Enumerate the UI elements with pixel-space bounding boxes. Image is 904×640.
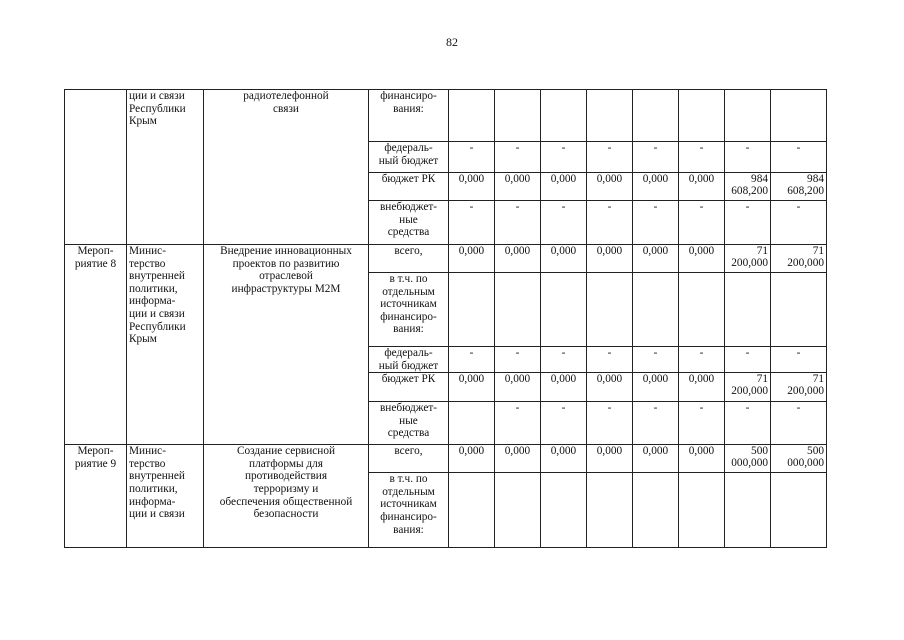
funding-source-label: бюджет РК <box>369 373 449 402</box>
value-cell <box>633 473 679 548</box>
value-cell: 0,000 <box>633 373 679 402</box>
value-cell: 0,000 <box>587 173 633 201</box>
value-cell: 0,000 <box>541 373 587 402</box>
value-cell: 0,000 <box>633 245 679 273</box>
value-cell: - <box>495 142 541 173</box>
value-cell <box>587 90 633 142</box>
value-cell: - <box>495 347 541 373</box>
value-cell: 71 200,000 <box>771 373 827 402</box>
funding-source-label: внебюджет- ные средства <box>369 402 449 445</box>
value-cell <box>449 402 495 445</box>
funding-source-label: в т.ч. по отдельным источникам финансиро- вания: <box>369 273 449 347</box>
value-cell <box>771 273 827 347</box>
value-cell <box>587 273 633 347</box>
table-row <box>65 245 827 273</box>
value-cell <box>541 273 587 347</box>
budget-table <box>64 89 827 548</box>
value-cell: - <box>679 201 725 245</box>
value-cell: 0,000 <box>587 445 633 473</box>
funding-source-label: в т.ч. по отдельным источникам финансиро- вания: <box>369 473 449 548</box>
funding-source-label: федераль- ный бюджет <box>369 142 449 173</box>
value-cell <box>633 273 679 347</box>
value-cell: - <box>587 402 633 445</box>
value-cell: - <box>495 201 541 245</box>
value-cell: - <box>633 142 679 173</box>
value-cell: - <box>587 347 633 373</box>
value-cell <box>449 273 495 347</box>
value-cell: - <box>725 201 771 245</box>
event-label-cell: Мероп- риятие 9 <box>65 445 127 548</box>
project-cell: радиотелефонной связи <box>204 90 369 245</box>
value-cell: - <box>541 402 587 445</box>
value-cell: 0,000 <box>495 173 541 201</box>
value-cell: - <box>771 402 827 445</box>
value-cell: 0,000 <box>541 173 587 201</box>
value-cell: 0,000 <box>541 245 587 273</box>
value-cell: - <box>541 347 587 373</box>
value-cell <box>679 473 725 548</box>
value-cell: 71 200,000 <box>725 373 771 402</box>
value-cell <box>495 273 541 347</box>
value-cell <box>449 90 495 142</box>
value-cell: 0,000 <box>541 445 587 473</box>
value-cell: 0,000 <box>633 173 679 201</box>
value-cell: 0,000 <box>587 373 633 402</box>
value-cell: 0,000 <box>495 445 541 473</box>
executor-cell: Минис- терство внутренней политики, информа- ции и связи Республики Крым <box>127 245 204 445</box>
project-cell: Создание сервисной платформы для противодействия терроризму и обеспечения общественной безопасности <box>204 445 369 548</box>
value-cell: - <box>495 402 541 445</box>
value-cell <box>679 90 725 142</box>
value-cell <box>541 90 587 142</box>
value-cell <box>679 273 725 347</box>
value-cell: 71 200,000 <box>771 245 827 273</box>
value-cell: - <box>725 402 771 445</box>
value-cell: 500 000,000 <box>771 445 827 473</box>
executor-cell: Минис- терство внутренней политики, информа- ции и связи <box>127 445 204 548</box>
value-cell <box>725 90 771 142</box>
table-row <box>65 90 827 142</box>
value-cell: - <box>679 347 725 373</box>
value-cell <box>771 90 827 142</box>
value-cell: 984 608,200 <box>725 173 771 201</box>
funding-source-label: всего, <box>369 245 449 273</box>
value-cell: 0,000 <box>449 445 495 473</box>
value-cell: - <box>587 142 633 173</box>
value-cell <box>771 473 827 548</box>
value-cell: - <box>541 201 587 245</box>
value-cell: 984 608,200 <box>771 173 827 201</box>
value-cell <box>495 90 541 142</box>
funding-source-label: федераль- ный бюджет <box>369 347 449 373</box>
value-cell: 0,000 <box>495 373 541 402</box>
value-cell <box>449 473 495 548</box>
value-cell: - <box>449 347 495 373</box>
table-row <box>65 445 827 473</box>
executor-cell: ции и связи Республики Крым <box>127 90 204 245</box>
value-cell: 0,000 <box>449 373 495 402</box>
value-cell: 0,000 <box>449 173 495 201</box>
value-cell <box>725 473 771 548</box>
value-cell: 0,000 <box>495 245 541 273</box>
value-cell: 0,000 <box>679 373 725 402</box>
value-cell: - <box>679 402 725 445</box>
value-cell: 0,000 <box>679 173 725 201</box>
value-cell <box>633 90 679 142</box>
funding-source-label: внебюджет- ные средства <box>369 201 449 245</box>
funding-source-label: финансиро- вания: <box>369 90 449 142</box>
value-cell: 0,000 <box>587 245 633 273</box>
value-cell <box>541 473 587 548</box>
value-cell: - <box>449 142 495 173</box>
value-cell: - <box>587 201 633 245</box>
value-cell: - <box>633 347 679 373</box>
event-label-cell <box>65 90 127 245</box>
value-cell: - <box>771 201 827 245</box>
value-cell: - <box>771 347 827 373</box>
value-cell <box>725 273 771 347</box>
project-cell: Внедрение инновационных проектов по развитию отраслевой инфраструктуры М2М <box>204 245 369 445</box>
value-cell: 0,000 <box>679 445 725 473</box>
value-cell: 0,000 <box>679 245 725 273</box>
value-cell: - <box>633 402 679 445</box>
value-cell <box>587 473 633 548</box>
value-cell: - <box>541 142 587 173</box>
value-cell: - <box>725 142 771 173</box>
value-cell: - <box>771 142 827 173</box>
funding-source-label: бюджет РК <box>369 173 449 201</box>
value-cell: - <box>725 347 771 373</box>
value-cell: - <box>449 201 495 245</box>
page-number: 82 <box>446 35 458 49</box>
value-cell: - <box>679 142 725 173</box>
value-cell: 71 200,000 <box>725 245 771 273</box>
value-cell: - <box>633 201 679 245</box>
value-cell <box>495 473 541 548</box>
event-label-cell: Мероп- риятие 8 <box>65 245 127 445</box>
value-cell: 0,000 <box>449 245 495 273</box>
funding-source-label: всего, <box>369 445 449 473</box>
value-cell: 500 000,000 <box>725 445 771 473</box>
value-cell: 0,000 <box>633 445 679 473</box>
